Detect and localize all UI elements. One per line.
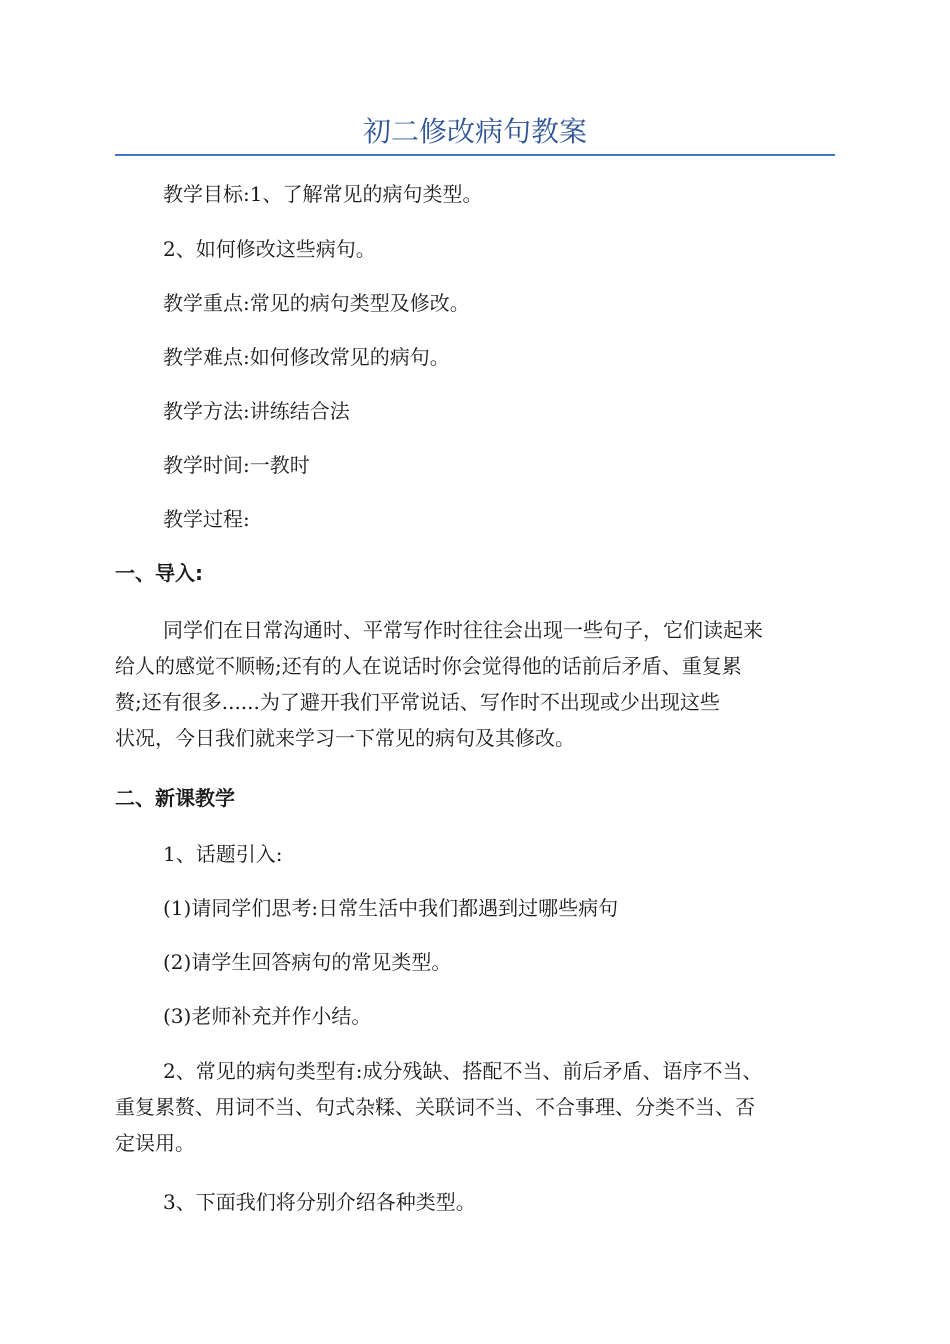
error-types-line: 定误用。 — [115, 1131, 195, 1155]
topic-intro-item: 1、话题引入: — [163, 842, 283, 866]
topic-intro-sub3: (3)老师补充并作小结。 — [163, 1004, 372, 1028]
error-types-line: 重复累赘、用词不当、句式杂糅、关联词不当、不合事理、分类不当、否 — [115, 1095, 755, 1119]
intro-paragraph — [115, 612, 835, 756]
teaching-key-points: 教学重点:常见的病句类型及修改。 — [163, 291, 470, 315]
topic-intro-sub1: (1)请同学们思考:日常生活中我们都遇到过哪些病句 — [163, 896, 619, 920]
intro-paragraph-line: 给人的感觉不顺畅;还有的人在说话时你会觉得他的话前后矛盾、重复累 — [115, 654, 742, 678]
error-types-paragraph — [115, 1053, 835, 1161]
title-underline — [115, 154, 835, 156]
topic-intro-sub2: (2)请学生回答病句的常见类型。 — [163, 950, 452, 974]
intro-paragraph-line: 赘;还有很多......为了避开我们平常说话、写作时不出现或少出现这些 — [115, 690, 720, 714]
error-types-line: 2、常见的病句类型有:成分残缺、搭配不当、前后矛盾、语序不当、 — [163, 1059, 763, 1083]
teaching-goals-line1: 教学目标:1、了解常见的病句类型。 — [163, 182, 483, 206]
intro-paragraph-line: 同学们在日常沟通时、平常写作时往往会出现一些句子，它们读起来 — [163, 618, 763, 642]
teaching-time: 教学时间:一教时 — [163, 453, 310, 477]
teaching-difficulty: 教学难点:如何修改常见的病句。 — [163, 345, 450, 369]
teaching-goals-line2: 2、如何修改这些病句。 — [163, 237, 376, 261]
section-heading-new-lesson: 二、新课教学 — [115, 786, 235, 810]
introduce-types-item: 3、下面我们将分别介绍各种类型。 — [163, 1190, 476, 1214]
document-title: 初二修改病句教案 — [362, 115, 587, 148]
section-heading-intro: 一、导入: — [115, 561, 203, 585]
intro-paragraph-line: 状况，今日我们就来学习一下常见的病句及其修改。 — [115, 726, 575, 750]
teaching-process-label: 教学过程: — [163, 507, 250, 531]
teaching-method: 教学方法:讲练结合法 — [163, 399, 350, 423]
